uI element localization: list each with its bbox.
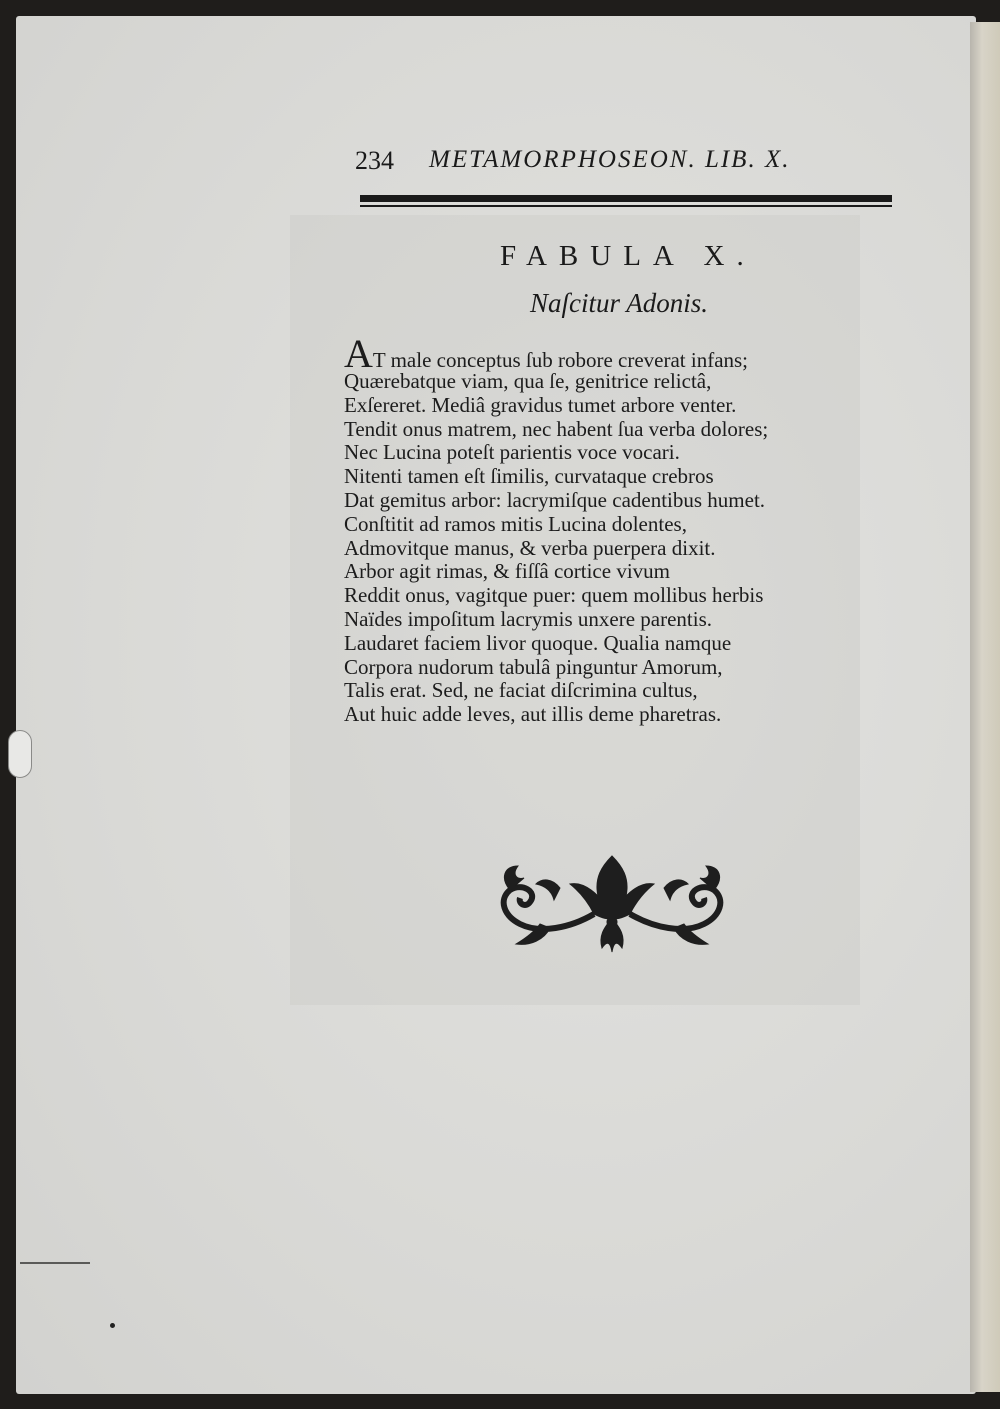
verse-line: Aut huic adde leves, aut illis deme pharetras. [344, 702, 722, 727]
floral-tailpiece-ornament [490, 848, 735, 960]
verse-line: Corpora nudorum tabulâ pinguntur Amorum, [344, 654, 723, 679]
margin-dot [110, 1323, 115, 1328]
adjacent-page-edge [970, 22, 1000, 1392]
fable-subtitle: Naſcitur Adonis. [530, 288, 709, 318]
verse-line: Exſereret. Mediâ gravidus tumet arbore venter. [344, 392, 737, 417]
verse-line: Quærebatque viam, qua ſe, genitrice relictâ, [344, 369, 712, 393]
verse-line: Admovitque manus, & verba puerpera dixit. [344, 535, 716, 560]
verse-line [344, 331, 824, 376]
verse-line: Nitenti tamen eſt ſimilis, curvataque crebros [344, 464, 714, 489]
verse-line-rest: T male conceptus ſub robore creverat infans; [372, 348, 749, 372]
header-rule-thick [360, 195, 892, 202]
verse-line: Naïdes impoſitum lacrymis unxere parentis. [344, 606, 712, 631]
drop-initial: A [344, 331, 373, 376]
verse-line: Talis erat. Sed, ne faciat diſcrimina cultus, [344, 678, 698, 703]
verse-line: Arbor agit rimas, & fiſſâ cortice vivum [344, 559, 670, 584]
page-clip [8, 730, 32, 778]
verse-line: Tendit onus matrem, nec habent ſua verba dolores; [344, 416, 769, 441]
fable-title: FABULA X. [500, 240, 756, 272]
page-number: 234 [355, 146, 394, 175]
verse-line: Conſtitit ad ramos mitis Lucina dolentes, [344, 511, 687, 536]
verse-line: Dat gemitus arbor: lacrymiſque cadentibus humet. [344, 487, 766, 512]
verse-line: Reddit onus, vagitque puer: quem mollibus herbis [344, 583, 764, 608]
verse-block [344, 331, 824, 727]
running-header [355, 146, 895, 186]
running-title: METAMORPHOSEON. LIB. X. [429, 146, 791, 173]
verse-line: Nec Lucina poteſt parientis voce vocari. [344, 440, 680, 465]
verse-line: Laudaret faciem livor quoque. Qualia namque [344, 630, 732, 655]
header-rule-thin [360, 205, 892, 207]
margin-mark [20, 1262, 90, 1264]
